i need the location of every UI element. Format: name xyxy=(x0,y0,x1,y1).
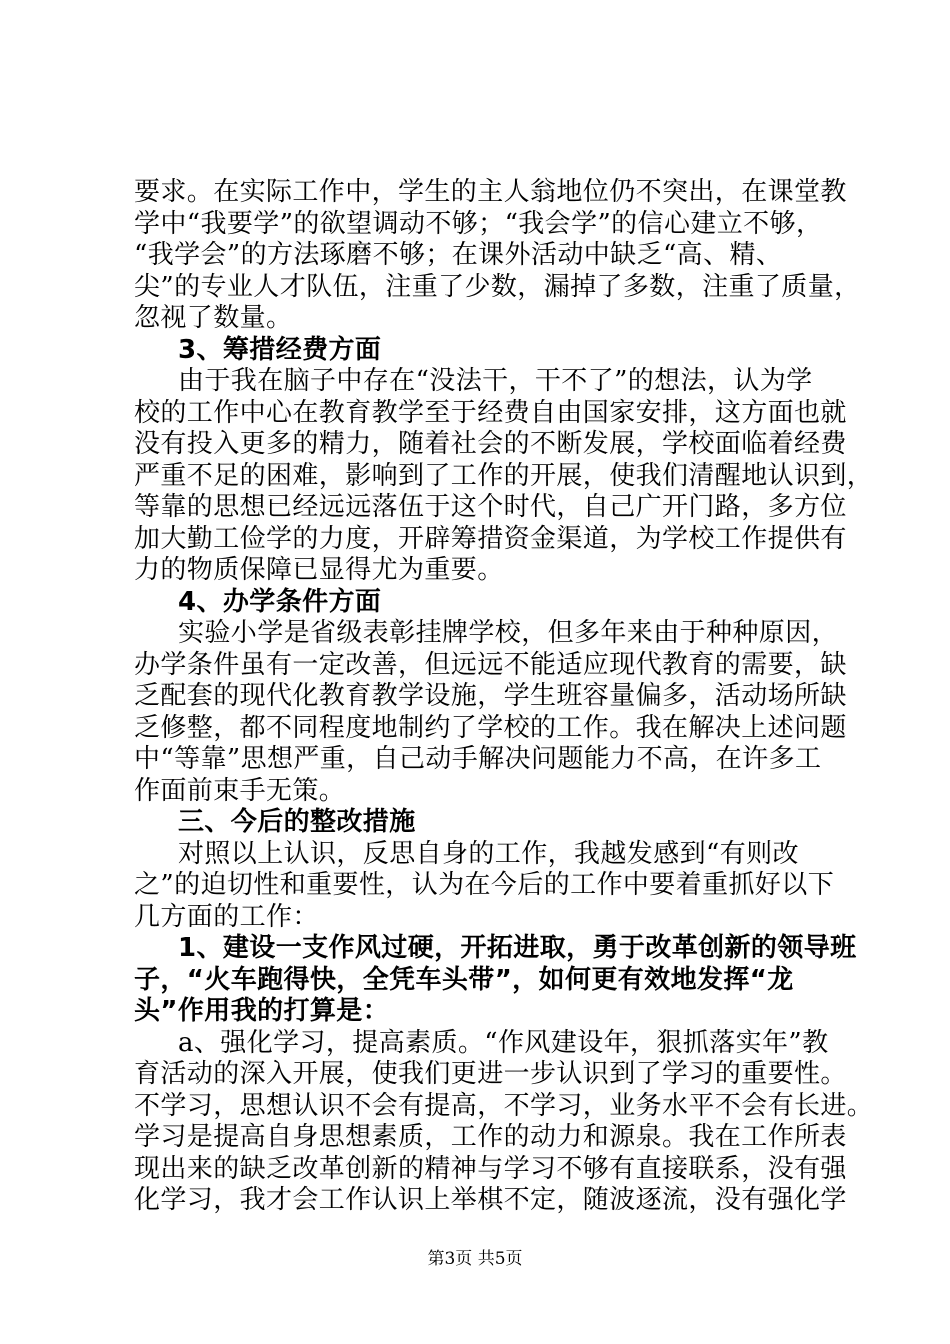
text-line: 由于我在脑子中存在“没法干，干不了”的想法，认为学 xyxy=(178,366,813,396)
bold-text-line: 子，“火车跑得快，全凭车头带”，如何更有效地发挥“龙 xyxy=(134,964,794,995)
text-line: 校的工作中心在教育教学至于经费自由国家安排，这方面也就 xyxy=(134,397,847,428)
text-line: 力的物质保障已显得尤为重要。 xyxy=(134,555,504,585)
text-line: 不学习，思想认识不会有提高，不学习，业务水平不会有长进。 xyxy=(134,1090,874,1121)
text-line: “我学会”的方法琢磨不够；在课外活动中缺乏“高、精、 xyxy=(134,240,783,270)
text-line: 几方面的工作： xyxy=(134,901,319,932)
text-line: 学习是提高自身思想素质，工作的动力和源泉。我在工作所表 xyxy=(134,1122,847,1152)
text-line: 现出来的缺乏改革创新的精神与学习不够有直接联系，没有强 xyxy=(134,1153,847,1184)
text-line: 加大勤工俭学的力度，开辟筹措资金渠道，为学校工作提供有 xyxy=(134,523,847,554)
text-line: 化学习，我才会工作认识上举棋不定，随波逐流，没有强化学 xyxy=(134,1185,847,1215)
page-number-footer: 第3页 共5页 xyxy=(427,1249,523,1269)
text-line: 中“等靠”思想严重，自己动手解决问题能力不高，在许多工 xyxy=(134,744,822,774)
text-line: 乏配套的现代化教育教学设施，学生班容量偏多，活动场所缺 xyxy=(134,681,847,711)
document-body xyxy=(134,177,874,1217)
text-line: 尖”的专业人才队伍，注重了少数，漏掉了多数，注重了质量， xyxy=(134,271,861,302)
text-line: 学中“我要学”的欲望调动不够；“我会学”的信心建立不够， xyxy=(134,208,823,239)
text-line: 没有投入更多的精力，随着社会的不断发展，学校面临着经费 xyxy=(134,429,847,459)
text-line: 实验小学是省级表彰挂牌学校，但多年来由于种种原因， xyxy=(178,618,839,648)
bold-text-line: 1、建设一支作风过硬，开拓进取，勇于改革创新的领导班 xyxy=(178,933,857,963)
text-line: 忽视了数量。 xyxy=(134,303,293,333)
text-line: 作面前束手无策。 xyxy=(134,775,346,806)
text-line: 要求。在实际工作中，学生的主人翁地位仍不突出，在课堂教 xyxy=(134,177,847,207)
section-heading-conditions: 4、办学条件方面 xyxy=(178,586,382,617)
text-line: 对照以上认识，反思自身的工作，我越发感到“有则改 xyxy=(178,838,799,869)
section-heading-funding: 3、筹措经费方面 xyxy=(178,334,382,365)
text-line: 严重不足的困难，影响到了工作的开展，使我们清醒地认识到， xyxy=(134,460,874,491)
bold-text-line: 头”作用我的打算是： xyxy=(134,996,390,1026)
text-line: 等靠的思想已经远远落伍于这个时代，自己广开门路，多方位 xyxy=(134,492,847,522)
text-line: 办学条件虽有一定改善，但远远不能适应现代教育的需要，缺 xyxy=(134,649,847,680)
text-line: 之”的迫切性和重要性，认为在今后的工作中要着重抓好以下 xyxy=(134,870,835,900)
section-heading-measures: 三、今后的整改措施 xyxy=(178,807,416,837)
text-line: 育活动的深入开展，使我们更进一步认识到了学习的重要性。 xyxy=(134,1059,847,1089)
text-line: a、强化学习，提高素质。“作风建设年，狠抓落实年”教 xyxy=(178,1027,829,1058)
text-line: 乏修整，都不同程度地制约了学校的工作。我在解决上述问题 xyxy=(134,712,847,743)
